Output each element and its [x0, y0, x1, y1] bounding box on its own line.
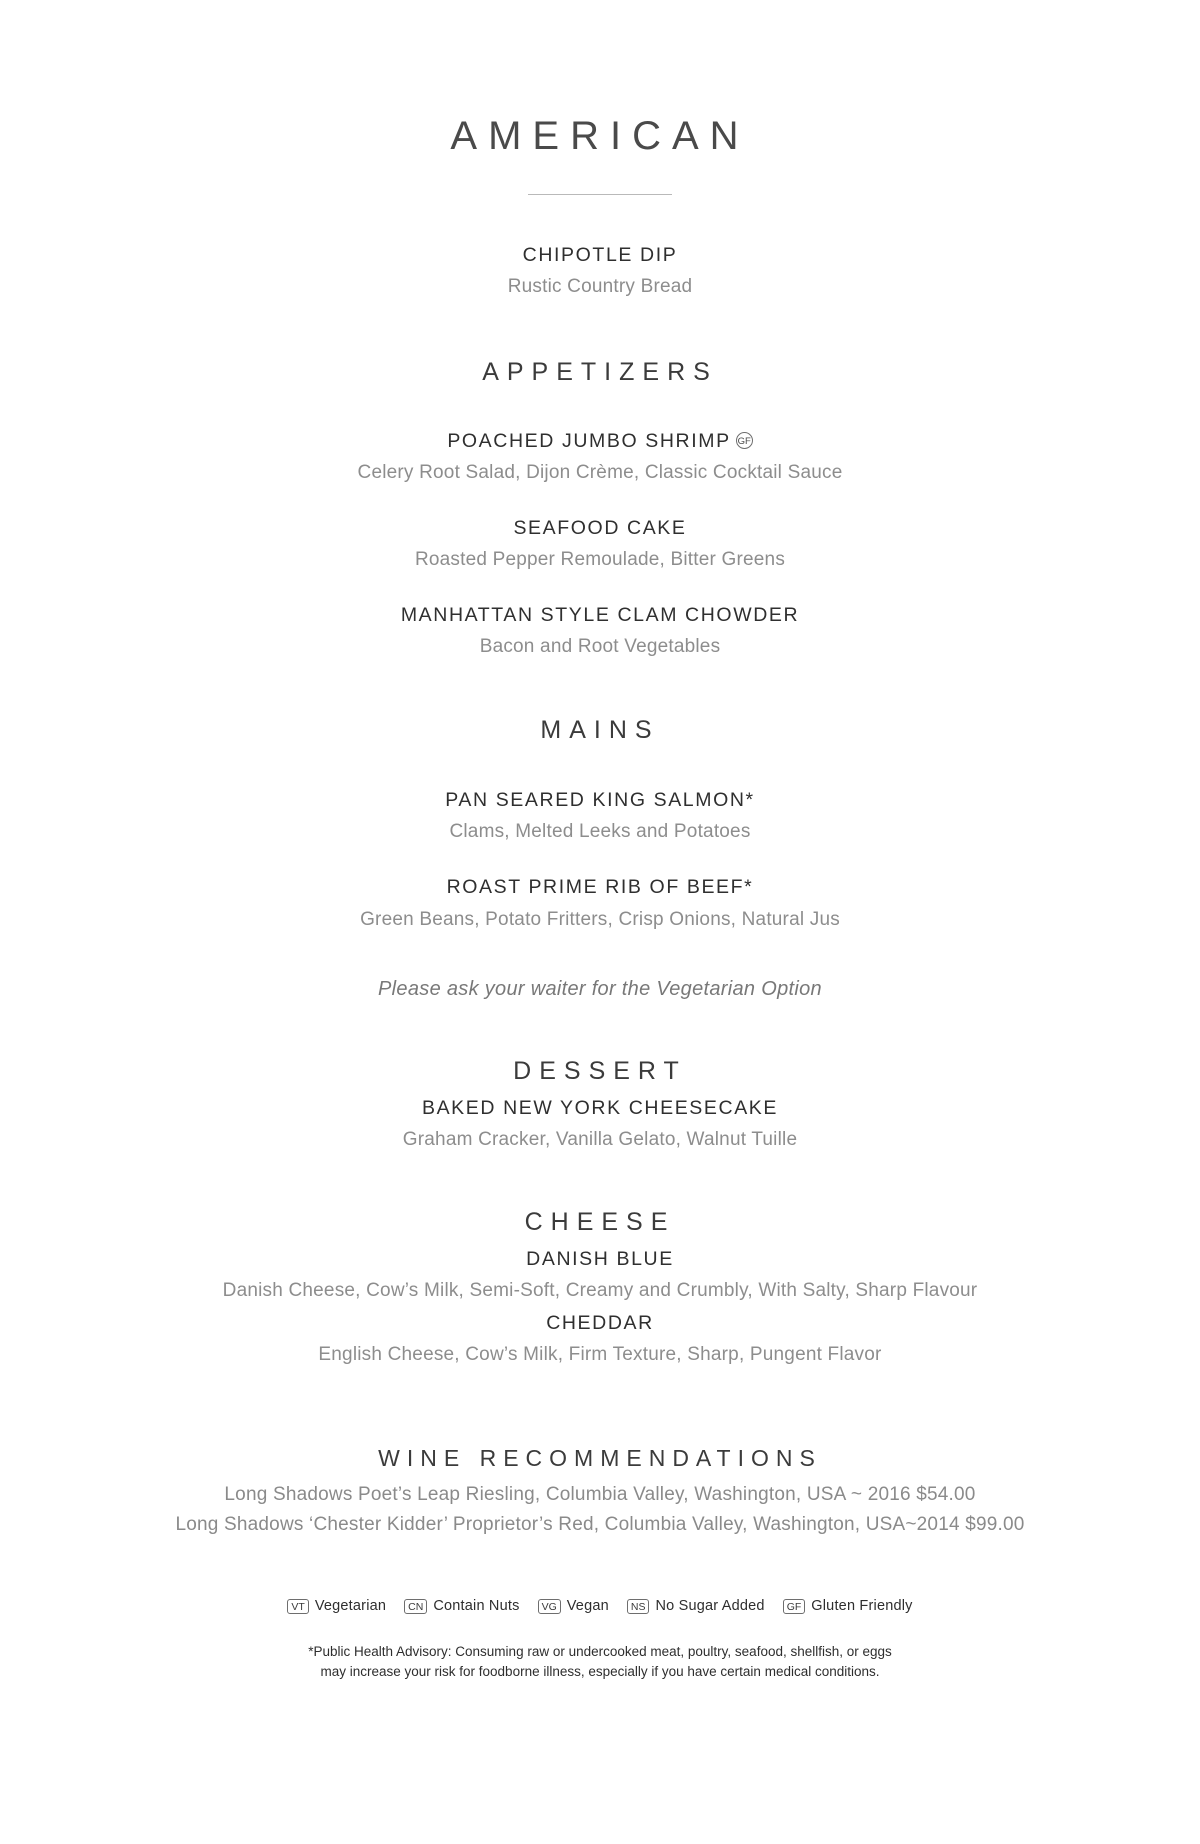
page-title: AMERICAN: [450, 114, 750, 158]
section-heading-dessert: DESSERT: [513, 1057, 687, 1086]
legend-label: No Sugar Added: [655, 1598, 765, 1615]
legend-item-vegetarian: [287, 1598, 386, 1614]
legend-label: Vegan: [566, 1598, 609, 1615]
menu-item-description: Celery Root Salad, Dijon Crème, Classic Cocktail Sauce: [357, 462, 843, 484]
menu-item-name: PAN SEARED KING SALMON*: [445, 789, 755, 812]
menu-item: [0, 603, 1200, 660]
menu-page: [0, 116, 1200, 1844]
dietary-legend: [0, 1598, 1200, 1614]
menu-item-name: DANISH BLUE: [526, 1248, 674, 1271]
legend-label: Vegetarian: [314, 1598, 387, 1615]
menu-item-name-text: POACHED JUMBO SHRIMP: [447, 430, 731, 453]
menu-content: [0, 116, 1200, 1681]
menu-item: [0, 1096, 1200, 1152]
title-divider: [528, 194, 672, 195]
menu-item: [0, 429, 1200, 486]
menu-item: [0, 1247, 1200, 1303]
menu-item-name: SEAFOOD CAKE: [513, 517, 687, 540]
vegetarian-option-note: Please ask your waiter for the Vegetarian Option: [378, 978, 822, 1001]
legend-label: Gluten Friendly: [811, 1598, 913, 1615]
menu-item-name: CHIPOTLE DIP: [522, 244, 678, 266]
menu-item-description: Bacon and Root Vegetables: [479, 636, 721, 658]
menu-item-name: [0, 429, 1200, 454]
legend-item-no-sugar-added: [627, 1598, 765, 1614]
health-advisory-line-1: *Public Health Advisory: Consuming raw or undercooked meat, poultry, seafood, shellfish, or eggs: [308, 1644, 892, 1660]
menu-item-name: CHEDDAR: [546, 1312, 654, 1335]
menu-item: [0, 516, 1200, 573]
vegetarian-icon: VT: [287, 1599, 308, 1615]
gluten-friendly-icon: GF: [783, 1599, 806, 1615]
gluten-friendly-icon: GF: [736, 432, 753, 449]
section-heading-cheese: CHEESE: [524, 1208, 676, 1237]
no-sugar-added-icon: NS: [627, 1599, 650, 1615]
legend-label: Contain Nuts: [433, 1598, 520, 1615]
legend-item-contain-nuts: [404, 1598, 519, 1614]
legend-item-vegan: [538, 1598, 609, 1614]
menu-item: [0, 1311, 1200, 1367]
section-heading-appetizers: APPETIZERS: [482, 358, 718, 387]
menu-item-description: Graham Cracker, Vanilla Gelato, Walnut Tuille: [402, 1128, 798, 1150]
menu-item-name: BAKED NEW YORK CHEESECAKE: [421, 1097, 779, 1120]
health-advisory-line-2: may increase your risk for foodborne illness, especially if you have certain medical conditions.: [320, 1663, 880, 1679]
menu-item: [0, 875, 1200, 932]
health-advisory: [0, 1642, 1200, 1681]
menu-item-name: MANHATTAN STYLE CLAM CHOWDER: [400, 604, 800, 627]
menu-item: [0, 788, 1200, 845]
wine-recommendation-line: Long Shadows ‘Chester Kidder’ Proprietor’s Red, Columbia Valley, Washington, USA~2014 $99.00: [175, 1514, 1025, 1536]
section-heading-mains: MAINS: [540, 716, 660, 745]
menu-item-description: Roasted Pepper Remoulade, Bitter Greens: [414, 549, 786, 571]
menu-item-description: Green Beans, Potato Fritters, Crisp Onions, Natural Jus: [360, 908, 840, 930]
menu-item-description: Clams, Melted Leeks and Potatoes: [449, 821, 751, 843]
wine-recommendation-line: Long Shadows Poet’s Leap Riesling, Columbia Valley, Washington, USA ~ 2016 $54.00: [224, 1484, 976, 1506]
contain-nuts-icon: CN: [404, 1599, 427, 1615]
legend-item-gluten-friendly: [783, 1598, 913, 1614]
section-heading-wine-recommendations: WINE RECOMMENDATIONS: [378, 1445, 822, 1472]
menu-item-description: Rustic Country Bread: [507, 276, 693, 298]
menu-item-description: English Cheese, Cow’s Milk, Firm Texture, Sharp, Pungent Flavor: [318, 1343, 882, 1365]
menu-item-description: Danish Cheese, Cow’s Milk, Semi-Soft, Creamy and Crumbly, With Salty, Sharp Flavour: [222, 1279, 978, 1301]
vegan-icon: VG: [538, 1599, 561, 1615]
menu-item-name: ROAST PRIME RIB OF BEEF*: [446, 876, 754, 899]
menu-item: [0, 243, 1200, 300]
